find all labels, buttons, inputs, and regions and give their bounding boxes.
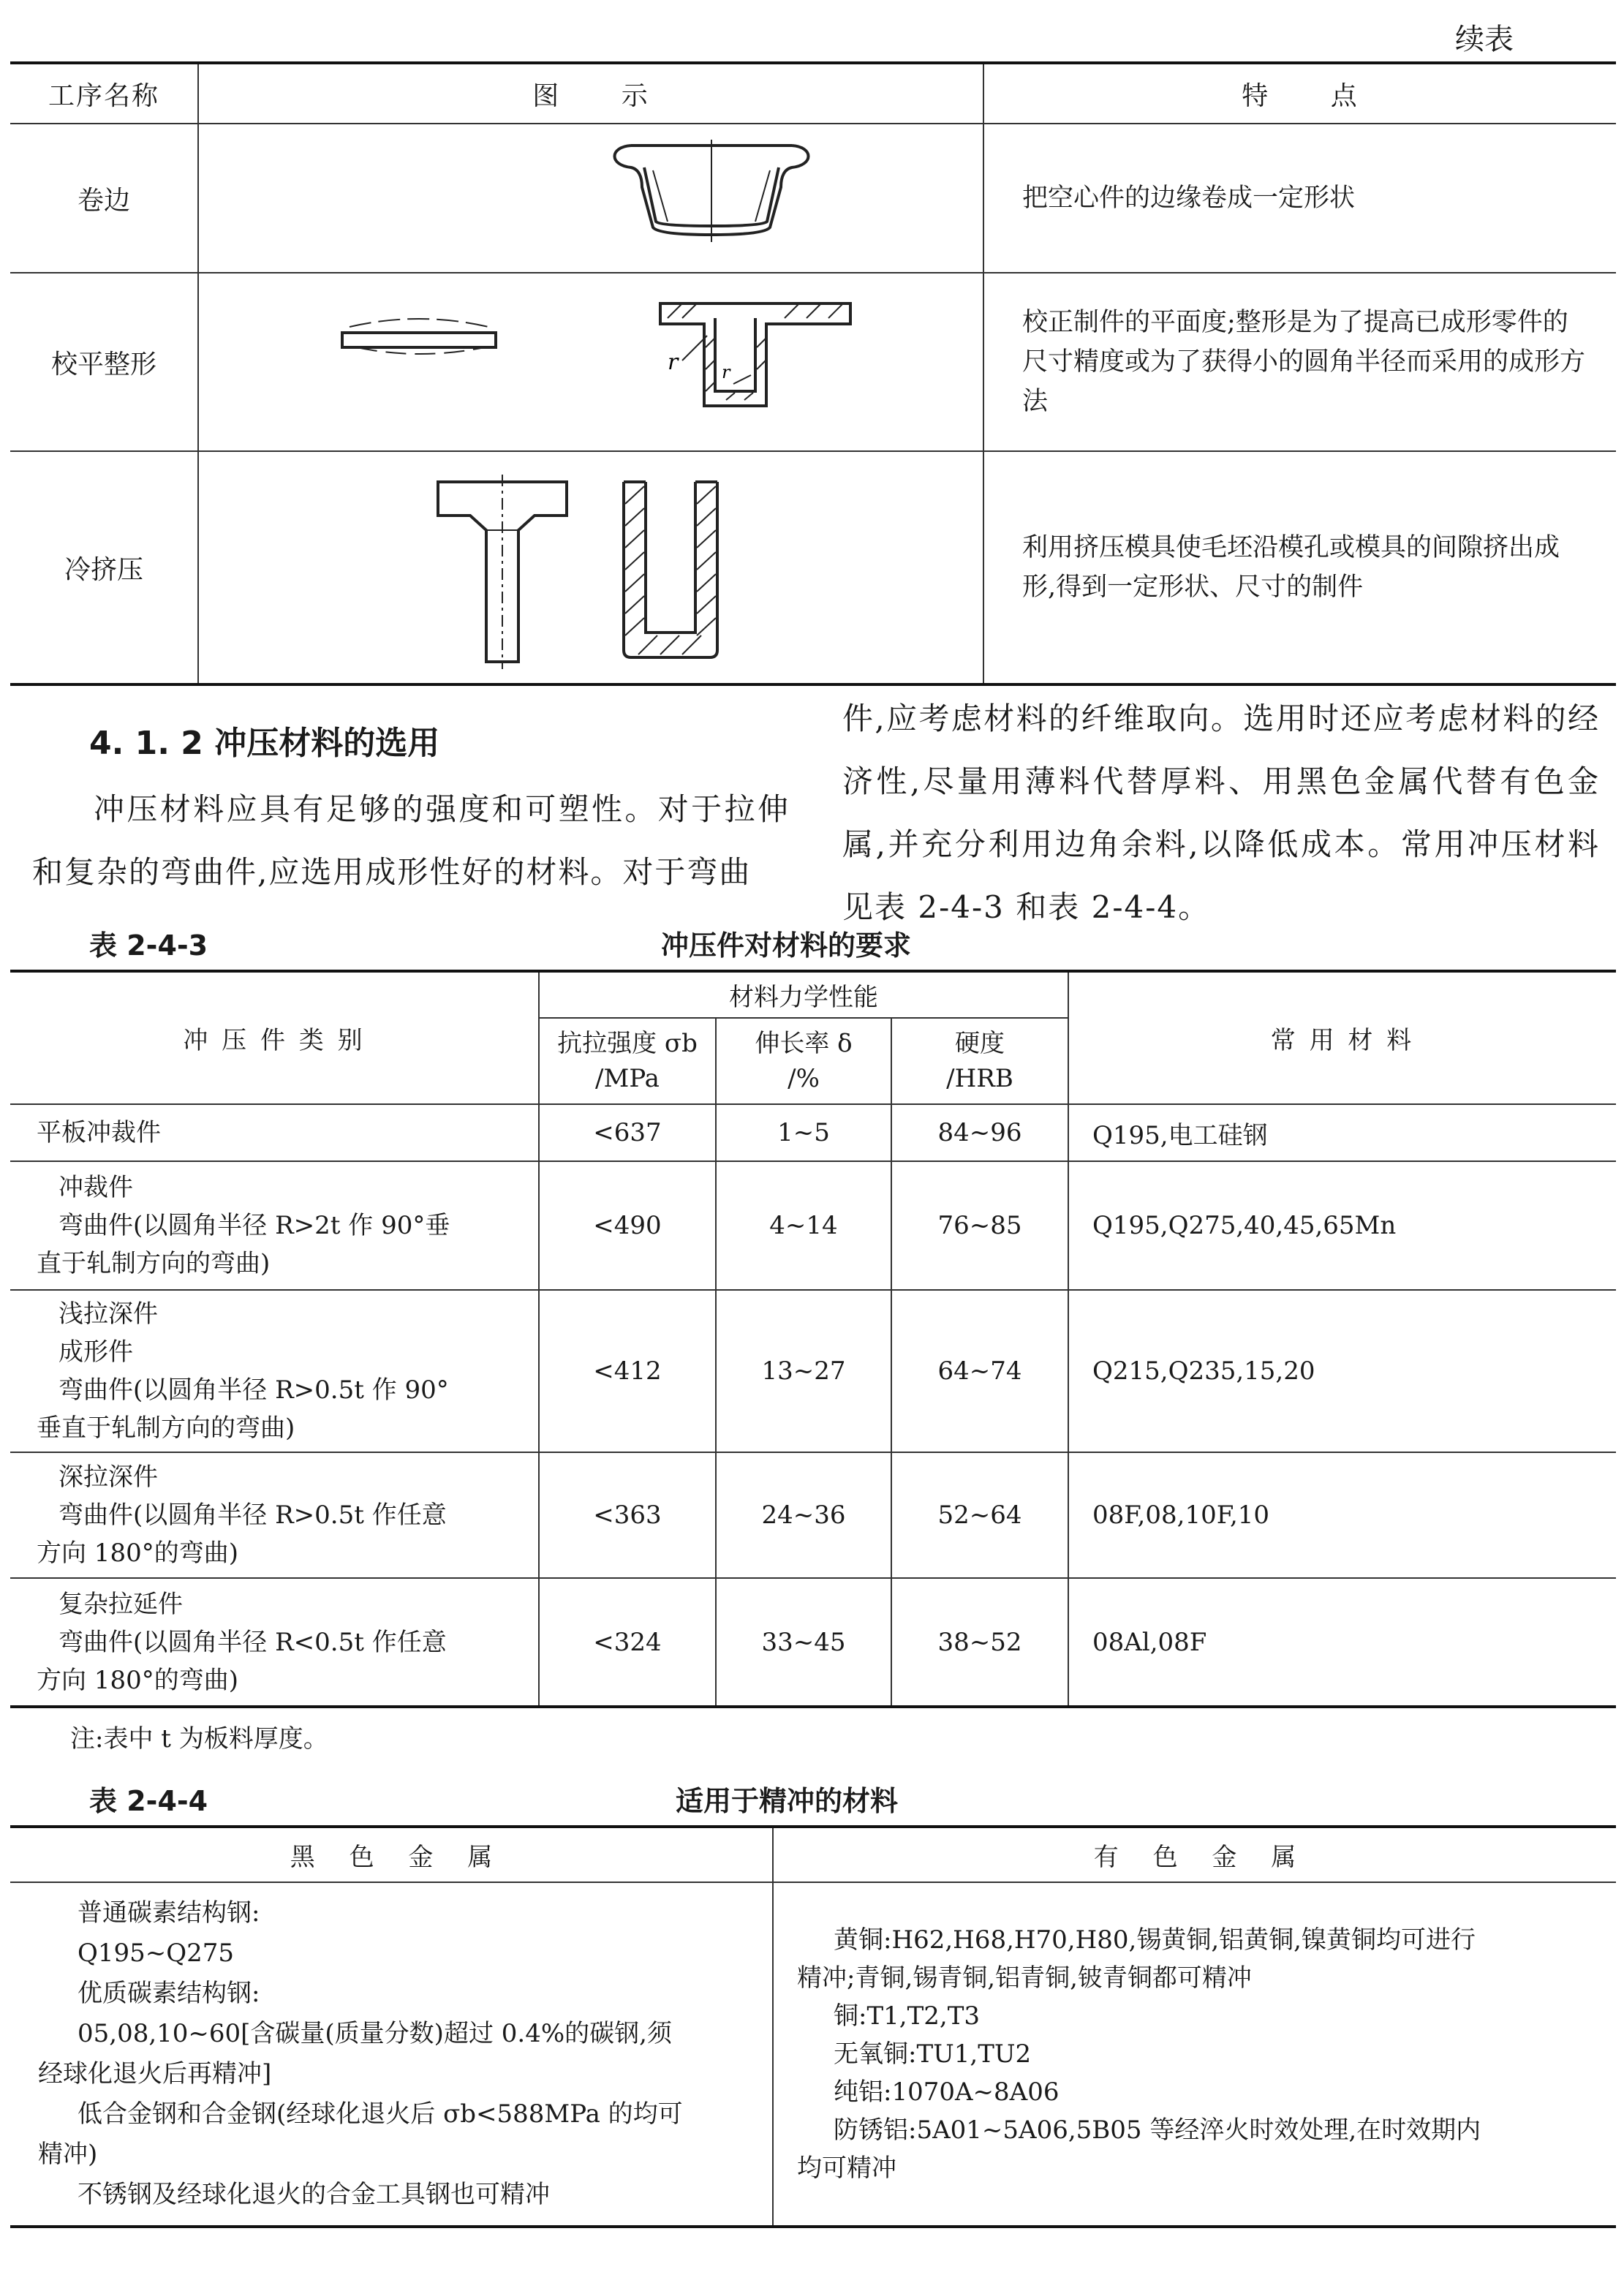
tensile-strength-cell: <637 [539,1104,716,1161]
cold-extrusion-figure [198,451,983,684]
header-process-name: 工序名称 [10,63,198,124]
tensile-strength-cell: <490 [539,1161,716,1290]
category-line: 直于轧制方向的弯曲) [37,1249,271,1278]
section-title: 4. 1. 2 冲压材料的选用 [89,725,440,762]
category-line: 弯曲件(以圆角半径 R>0.5t 作任意 [58,1501,447,1530]
table-row [10,1161,1616,1290]
cold-extrusion-diagram [200,453,982,679]
material-cell: Q195,电工硅钢 [1068,1104,1616,1161]
part-category [10,1452,539,1578]
header-hardness [891,1018,1068,1104]
elongation-cell: 1~5 [716,1104,891,1161]
process-table [10,61,1616,686]
header-line: 伸长率 δ [755,1029,853,1058]
ferrous-line: 经球化退火后再精冲] [38,2059,272,2088]
table-row [10,1104,1616,1161]
header-line: 抗拉强度 σb [557,1029,698,1058]
category-line: 浅拉深件 [58,1299,158,1329]
category-line: 深拉深件 [58,1463,158,1492]
tensile-strength-cell: <363 [539,1452,716,1578]
ferrous-line: Q195~Q275 [78,1939,235,1968]
table-3-title: 适用于精冲的材料 [676,1785,899,1817]
header-illustration: 图 示 [198,63,983,124]
material-cell: Q195,Q275,40,45,65Mn [1068,1161,1616,1290]
desc-flattening: 校正制件的平面度;整形是为了提高已成形零件的尺寸精度或为了获得小的圆角半径而采用的成形方法 [983,273,1616,451]
category-line: 成形件 [58,1337,133,1367]
flattening-diagram [200,274,982,447]
elongation-cell: 33~45 [716,1578,891,1707]
category-line: 垂直于轧制方向的弯曲) [37,1414,295,1443]
process-name-curling: 卷边 [10,124,198,273]
flattening-figure [198,273,983,451]
nonferrous-metals-cell [773,1882,1616,2227]
table-row [10,1882,1616,2227]
header-elongation [716,1018,891,1104]
elongation-cell: 24~36 [716,1452,891,1578]
table-2-note: 注:表中 t 为板料厚度。 [70,1724,328,1754]
material-cell: Q215,Q235,15,20 [1068,1290,1616,1452]
material-cell: 08Al,08F [1068,1578,1616,1707]
part-category [10,1290,539,1452]
header-line: /MPa [595,1064,660,1093]
hardness-cell: 52~64 [891,1452,1068,1578]
table-row [10,273,1616,451]
ferrous-line: 优质碳素结构钢: [78,1979,260,2008]
header-tensile-strength [539,1018,716,1104]
ferrous-line: 普通碳素结构钢: [78,1898,260,1928]
category-line: 复杂拉延件 [58,1589,183,1619]
table-row [10,1578,1616,1707]
header-line: 硬度 [955,1029,1005,1058]
category-line: 平板冲裁件 [37,1118,161,1147]
table-3-label: 表 2-4-4 [89,1785,208,1817]
table-2-title: 冲压件对材料的要求 [661,929,912,962]
part-category [10,1161,539,1290]
part-category [10,1578,539,1707]
elongation-cell: 13~27 [716,1290,891,1452]
header-ferrous-metals: 黑 色 金 属 [10,1827,773,1882]
table-header-row [10,971,1616,1018]
curling-diagram [200,125,982,268]
hardness-cell: 38~52 [891,1578,1068,1707]
process-name-cold-extrusion: 冷挤压 [10,451,198,684]
desc-curling: 把空心件的边缘卷成一定形状 [983,124,1616,273]
category-line: 方向 180°的弯曲) [37,1665,238,1695]
tensile-strength-cell: <412 [539,1290,716,1452]
header-common-materials: 常 用 材 料 [1068,971,1616,1104]
category-line: 方向 180°的弯曲) [37,1539,238,1568]
hardness-cell: 84~96 [891,1104,1068,1161]
material-cell: 08F,08,10F,10 [1068,1452,1616,1578]
hardness-cell: 64~74 [891,1290,1068,1452]
category-line: 弯曲件(以圆角半径 R<0.5t 作任意 [58,1627,447,1657]
nonferrous-line: 无氧铜:TU1,TU2 [834,2039,1032,2069]
radius-label: r [668,350,679,375]
section-paragraph-right: 件,应考虑材料的纤维取向。选用时还应考虑材料的经济性,尽量用薄料代替厚料、用黑色金属代替有色金属,并充分利用边角余料,以降低成本。常用冲压材料见表 2-4-3 和表 2-4-4。 [842,701,1600,925]
ferrous-line: 精冲) [38,2140,98,2169]
category-line: 弯曲件(以圆角半径 R>0.5t 作 90° [58,1375,449,1405]
process-table-header [10,63,1616,124]
hardness-cell: 76~85 [891,1161,1068,1290]
table-2-label: 表 2-4-3 [89,929,208,962]
header-nonferrous-metals: 有 色 金 属 [773,1827,1616,1882]
header-line: /HRB [946,1064,1013,1093]
ferrous-line: 低合金钢和合金钢(经球化退火后 σb<588MPa 的均可 [78,2099,683,2129]
nonferrous-line: 防锈铝:5A01~5A06,5B05 等经淬火时效处理,在时效期内 [834,2116,1481,2145]
table-row [10,1452,1616,1578]
header-line: /% [788,1064,820,1093]
category-line: 弯曲件(以圆角半径 R>2t 作 90°垂 [58,1211,450,1240]
ferrous-line: 05,08,10~60[含碳量(质量分数)超过 0.4%的碳钢,须 [78,2019,672,2048]
fine-blanking-materials-table [10,1825,1616,2228]
table-row [10,451,1616,684]
category-line: 冲裁件 [58,1173,133,1202]
table-row [10,124,1616,273]
curling-figure [198,124,983,273]
tensile-strength-cell: <324 [539,1578,716,1707]
process-name-flattening: 校平整形 [10,273,198,451]
nonferrous-line: 黄铜:H62,H68,H70,H80,锡黄铜,铝黄铜,镍黄铜均可进行 [834,1925,1476,1955]
table-row [10,1290,1616,1452]
elongation-cell: 4~14 [716,1161,891,1290]
continued-label: 续表 [1455,23,1514,56]
header-features: 特 点 [983,63,1616,124]
table-header-row [10,1827,1616,1882]
material-requirements-table [10,970,1616,1708]
nonferrous-line: 铜:T1,T2,T3 [834,2001,980,2031]
section-paragraph-left: 冲压材料应具有足够的强度和可塑性。对于拉伸和复杂的弯曲件,应选用成形性好的材料。对于弯曲 [32,791,790,890]
header-part-category: 冲 压 件 类 别 [10,971,539,1104]
nonferrous-line: 均可精冲 [797,2154,896,2183]
part-category [10,1104,539,1161]
nonferrous-line: 精冲;青铜,锡青铜,铝青铜,铍青铜都可精冲 [797,1963,1252,1993]
ferrous-metals-cell [10,1882,773,2227]
nonferrous-line: 纯铝:1070A~8A06 [834,2077,1060,2107]
radius-label: r [722,362,730,382]
header-mechanical-properties: 材料力学性能 [539,971,1068,1018]
ferrous-line: 不锈钢及经球化退火的合金工具钢也可精冲 [78,2180,550,2209]
desc-cold-extrusion: 利用挤压模具使毛坯沿模孔或模具的间隙挤出成形,得到一定形状、尺寸的制件 [983,451,1616,684]
